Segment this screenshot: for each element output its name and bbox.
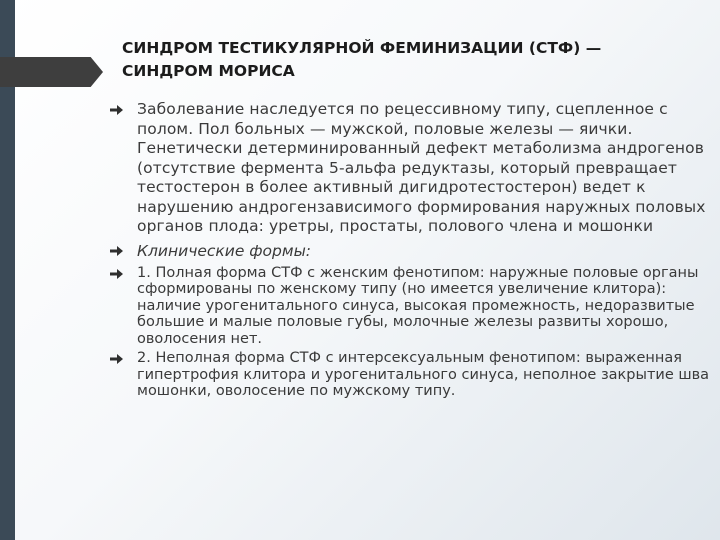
bullet-text: 2. Неполная форма СТФ с интерсексуальным фенотипом: выраженная гипертрофия клитора и урогенитального синуса, неполное закрытие шва мошонки, оволосение по мужскому типу. (137, 350, 710, 399)
slide-title: СИНДРОМ ТЕСТИКУЛЯРНОЙ ФЕМИНИЗАЦИИ (СТФ) — СИНДРОМ МОРИСА (122, 39, 602, 80)
arrow-right-icon (110, 246, 123, 256)
bullet-text: Заболевание наследуется по рецессивному типу, сцепленное с полом. Пол больных — мужской, половые железы — яички. Генетически детерминированный дефект метаболизма андрогенов (отсутствие фермента 5-альфа редуктазы, который превращает тестостерон в более активный дигидротестостерон) ведет к нарушению андрогензависимого формирования наружных половых органов плода: уретры, простаты, полового члена и мошонки (137, 100, 706, 235)
bullet-text: 1. Полная форма СТФ с женским фенотипом: наружные половые органы сформированы по женскому типу (но имеется увеличение клитора): наличие урогенитального синуса, высокая промежность, недоразвитые большие и малые половые губы, молочные железы развиты хорошо, оволосения нет. (137, 264, 699, 347)
arrow-right-icon (110, 269, 123, 279)
bullet-item (110, 241, 710, 261)
bullet-item (110, 265, 710, 348)
title-arrow-tab (0, 57, 103, 87)
arrow-right-icon (110, 105, 123, 115)
bullet-text: Клинические формы: (137, 241, 312, 260)
bullet-list (110, 100, 710, 400)
bullet-item (110, 100, 710, 237)
bullet-item (110, 350, 710, 400)
arrow-right-icon (110, 354, 123, 364)
